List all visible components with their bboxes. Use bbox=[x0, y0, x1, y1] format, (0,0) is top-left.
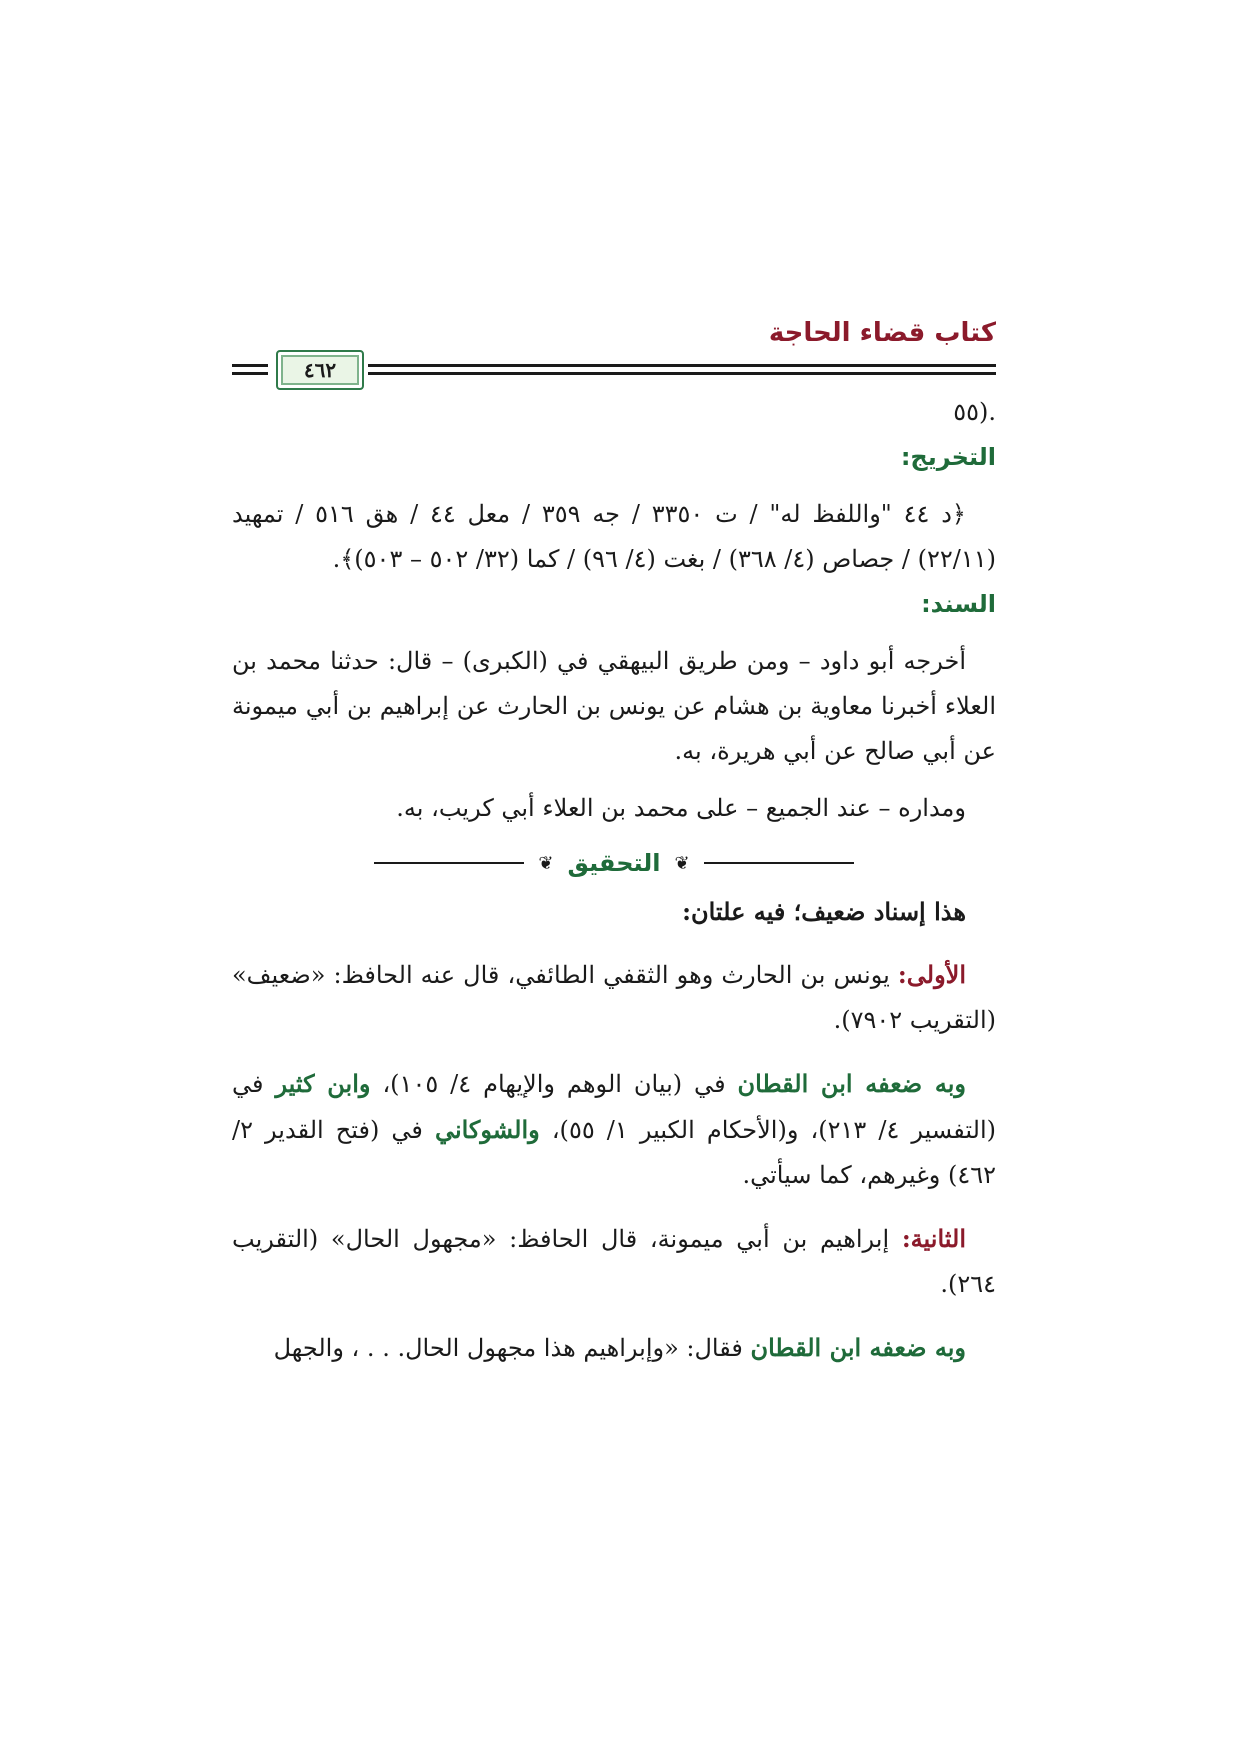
section-divider bbox=[232, 849, 996, 877]
carry-over-line: .(٥٥ bbox=[953, 398, 996, 426]
header-rule bbox=[232, 372, 268, 375]
highlight-name: وبه ضعفه ابن القطان bbox=[750, 1333, 966, 1362]
header-rule bbox=[368, 364, 996, 367]
page bbox=[232, 300, 996, 1371]
body-text: في (بيان الوهم والإيهام ٤/ ١٠٥)، bbox=[370, 1070, 738, 1098]
ornament-icon: ❦ bbox=[674, 852, 690, 874]
divider-line bbox=[374, 862, 524, 864]
page-number: ٤٦٢ bbox=[303, 358, 337, 382]
second-cause-paragraph bbox=[232, 1216, 996, 1307]
page-header bbox=[232, 300, 996, 390]
highlight-name: وابن كثير bbox=[275, 1069, 371, 1098]
body-text: فقال: «وإبراهيم هذا مجهول الحال. . . ، والجهل bbox=[273, 1334, 751, 1362]
tahqiq-intro: هذا إسناد ضعيف؛ فيه علتان: bbox=[682, 897, 966, 926]
second-label: الثانية: bbox=[901, 1224, 966, 1253]
divider-line bbox=[704, 862, 854, 864]
page-number-badge bbox=[276, 350, 364, 390]
divider-label: التحقيق bbox=[567, 849, 661, 877]
second-text: إبراهيم بن أبي ميمونة، قال الحافظ: «مجهول الحال» (التقريب ٢٦٤). bbox=[232, 1225, 996, 1298]
first-label: الأولى: bbox=[897, 960, 967, 989]
ornament-icon: ❦ bbox=[538, 852, 554, 874]
sanad-paragraph: أخرجه أبو داود – ومن طريق البيهقي في (الكبرى) – قال: حدثنا محمد بن العلاء أخبرنا معاوية بن هشام عن يونس بن الحارث عن إبراهيم بن أبي ميمونة عن أبي صالح عن أبي هريرة، به. bbox=[232, 647, 996, 765]
takhrij-heading: التخريج: bbox=[900, 443, 996, 471]
first-cause-paragraph bbox=[232, 952, 996, 1043]
sanad-heading: السند: bbox=[921, 590, 996, 618]
header-rule bbox=[232, 364, 268, 367]
highlight-name: وبه ضعفه ابن القطان bbox=[737, 1069, 967, 1098]
sanad-paragraph: ومداره – عند الجميع – على محمد بن العلاء أبي كريب، به. bbox=[396, 794, 966, 822]
body-text: في (التفسير ٤/ ٢١٣)، و(الأحكام الكبير ١/ ٥٥)، bbox=[232, 1070, 997, 1144]
body-text: في (فتح القدير ٢/ ٤٦٢) وغيرهم، كما سيأتي. bbox=[232, 1116, 996, 1189]
highlight-name: والشوكاني bbox=[434, 1115, 540, 1144]
first-cause-support bbox=[232, 1061, 996, 1198]
last-paragraph bbox=[232, 1325, 996, 1371]
header-rule bbox=[368, 372, 996, 375]
book-title: كتاب قضاء الحاجة bbox=[768, 318, 996, 348]
first-text: يونس بن الحارث وهو الثقفي الطائفي، قال عنه الحافظ: «ضعيف» (التقريب ٧٩٠٢). bbox=[232, 961, 996, 1034]
takhrij-text: ﴿د ٤٤ "واللفظ له" / ت ٣٣٥٠ / جه ٣٥٩ / معل ٤٤ / هق ٥١٦ / تمهيد (٢٢/١١) / جصاص (٤/ ٣٦٨) / بغت (٤/ ٩٦) / كما (٣٢/ ٥٠٢ – ٥٠٣)﴾. bbox=[232, 500, 996, 573]
